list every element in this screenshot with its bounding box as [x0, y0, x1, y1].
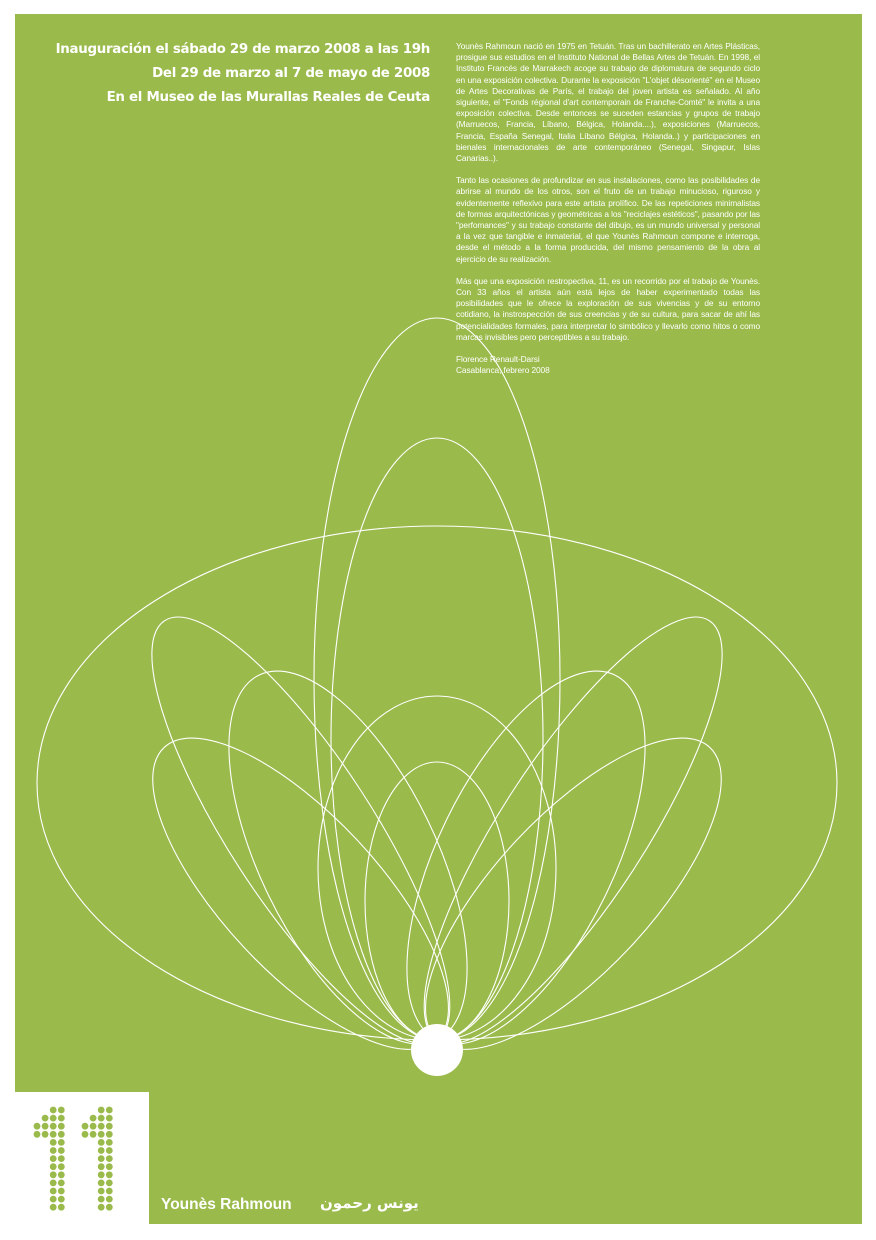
- logo-dot: [50, 1147, 57, 1154]
- logo-dot: [98, 1163, 105, 1170]
- artist-name-latin: Younès Rahmoun: [161, 1196, 292, 1213]
- lotus-center-circle: [411, 1024, 463, 1076]
- logo-dot: [50, 1180, 57, 1187]
- lotus-ellipse: [377, 581, 770, 1079]
- logo-dot: [42, 1115, 49, 1122]
- lotus-ellipse: [37, 526, 837, 1040]
- logo-dot: [106, 1123, 113, 1130]
- logo-dot: [58, 1131, 65, 1138]
- logo-dot: [50, 1171, 57, 1178]
- logo-dot: [90, 1115, 97, 1122]
- logo-dot: [98, 1123, 105, 1130]
- logo-dot: [50, 1163, 57, 1170]
- lotus-ellipse: [314, 318, 560, 1040]
- logo-dot: [50, 1131, 57, 1138]
- logo-dot: [58, 1147, 65, 1154]
- logo-dot: [58, 1204, 65, 1211]
- logo-dot: [58, 1188, 65, 1195]
- lotus-ellipse: [365, 762, 509, 1040]
- logo-dot: [106, 1107, 113, 1114]
- logo-dot: [50, 1204, 57, 1211]
- logo-dot: [50, 1196, 57, 1203]
- artist-name-arabic: يونس رحمون: [320, 1194, 419, 1212]
- logo-dot: [58, 1107, 65, 1114]
- eleven-dot-logo: [15, 1092, 149, 1224]
- logo-corner: [15, 1092, 149, 1224]
- logo-dot: [98, 1171, 105, 1178]
- logo-dot: [50, 1188, 57, 1195]
- bio-paragraph: Younès Rahmoun nació en 1975 en Tetuán. Tras un bachillerato en Artes Plásticas, prosigue sus estudios en el Instituto National de Bellas Artes de Tetuán. En 1998, el Instituto Francés de Marrakech acoge su trabajo de diplomatura de segundo ciclo en una exposición colectiva. Durante la exposición "L'objet désorienté" en el Museo de Artes Decorativas de París, el trabajo del joven artista es señalado. Al año siguiente, el "Fonds régional d'art contemporain de Franche-Comté" le invita a una exposición colectiva. Desde entonces se suceden estancias y grupos de trabajo (Marruecos, Francia, Líbano, Bélgica, Holanda....), exposiciones (Marruecos, Francia, España Senegal, Italia Líbano Bélgica, Holanda..) y participaciones en bienales internacionales de arte contemporáneo (Senegal, Singapur, Islas Canarias..).: [456, 41, 760, 164]
- bio-paragraph: Más que una exposición restropectiva, 11, es un recorrido por el trabajo de Younès. Con 33 años el artista aún está lejos de haber experimentado todas las posibilidades que le ofrece la exploración de sus vivencias y de su entorno cotidiano, la instrospección de sus creencias y de su cultura, para sacar de ahí las potencialidades formales, para interpretar lo simbólico y llevarlo como hitos o como marcas invisibles pero perceptibles a su trabajo.: [456, 275, 760, 342]
- logo-dot: [58, 1196, 65, 1203]
- lotus-ellipse: [180, 637, 516, 1079]
- signature-name: Florence Renault-Darsi: [456, 354, 540, 365]
- logo-dot: [50, 1115, 57, 1122]
- logo-dot: [106, 1115, 113, 1122]
- logo-dot: [98, 1204, 105, 1211]
- logo-dot: [90, 1131, 97, 1138]
- lotus-ellipse: [318, 696, 556, 1040]
- logo-dot: [42, 1131, 49, 1138]
- logo-dot: [106, 1163, 113, 1170]
- logo-dot: [98, 1196, 105, 1203]
- logo-dot: [106, 1188, 113, 1195]
- bio-paragraph: Tanto las ocasiones de profundizar en sus instalaciones, como las posibilidades de abrirse al mundo de los otros, son el fruto de un trabajo minucioso, riguroso y evidentemente reflexivo para este artista prolífico. De las repeticiones minimalistas de formas arquitectónicas y geométricas a los "reciclajes estéticos", pasando por las "perfomances" y su trabajo constante del dibujo, es un mundo universal y personal a la vez que tangible e inmaterial, el que Younès Rahmoun compone e interroga, desde el método a la forma producida, del mismo pensamiento de la obra al ejercicio de su realización.: [456, 175, 760, 264]
- logo-dot: [98, 1155, 105, 1162]
- logo-dot: [58, 1155, 65, 1162]
- logo-dot: [82, 1131, 89, 1138]
- logo-dot: [106, 1196, 113, 1203]
- dates-line: Del 29 de marzo al 7 de mayo de 2008: [152, 66, 430, 81]
- logo-dot: [106, 1155, 113, 1162]
- logo-dot: [58, 1163, 65, 1170]
- logo-dot: [58, 1171, 65, 1178]
- opening-line: Inauguración el sábado 29 de marzo 2008 a las 19h: [55, 42, 430, 57]
- logo-dot: [34, 1131, 41, 1138]
- logo-dot: [90, 1123, 97, 1130]
- logo-dot: [82, 1123, 89, 1130]
- logo-dot: [50, 1107, 57, 1114]
- logo-dot: [98, 1115, 105, 1122]
- logo-dot: [98, 1147, 105, 1154]
- logo-dot: [58, 1115, 65, 1122]
- logo-dot: [98, 1107, 105, 1114]
- logo-dot: [106, 1204, 113, 1211]
- logo-dot: [50, 1123, 57, 1130]
- poster: [15, 14, 862, 1224]
- logo-dot: [98, 1139, 105, 1146]
- logo-dot: [58, 1180, 65, 1187]
- logo-dot: [106, 1139, 113, 1146]
- logo-dot: [98, 1131, 105, 1138]
- logo-dot: [98, 1180, 105, 1187]
- logo-dot: [98, 1188, 105, 1195]
- lotus-ellipse: [358, 637, 694, 1079]
- logo-dot: [106, 1147, 113, 1154]
- logo-dot: [34, 1123, 41, 1130]
- logo-dot: [58, 1139, 65, 1146]
- logo-dot: [58, 1123, 65, 1130]
- lotus-ellipse: [104, 581, 497, 1079]
- logo-dot: [106, 1131, 113, 1138]
- logo-dot: [42, 1123, 49, 1130]
- lotus-ellipse-drawing: [15, 14, 862, 1224]
- logo-dot: [106, 1180, 113, 1187]
- venue-line: En el Museo de las Murallas Reales de Ceuta: [106, 90, 430, 105]
- logo-dot: [50, 1139, 57, 1146]
- logo-dot: [106, 1171, 113, 1178]
- logo-dot: [50, 1155, 57, 1162]
- lotus-ellipse: [331, 438, 543, 1040]
- signature-place: Casablanca, febrero 2008: [456, 365, 550, 376]
